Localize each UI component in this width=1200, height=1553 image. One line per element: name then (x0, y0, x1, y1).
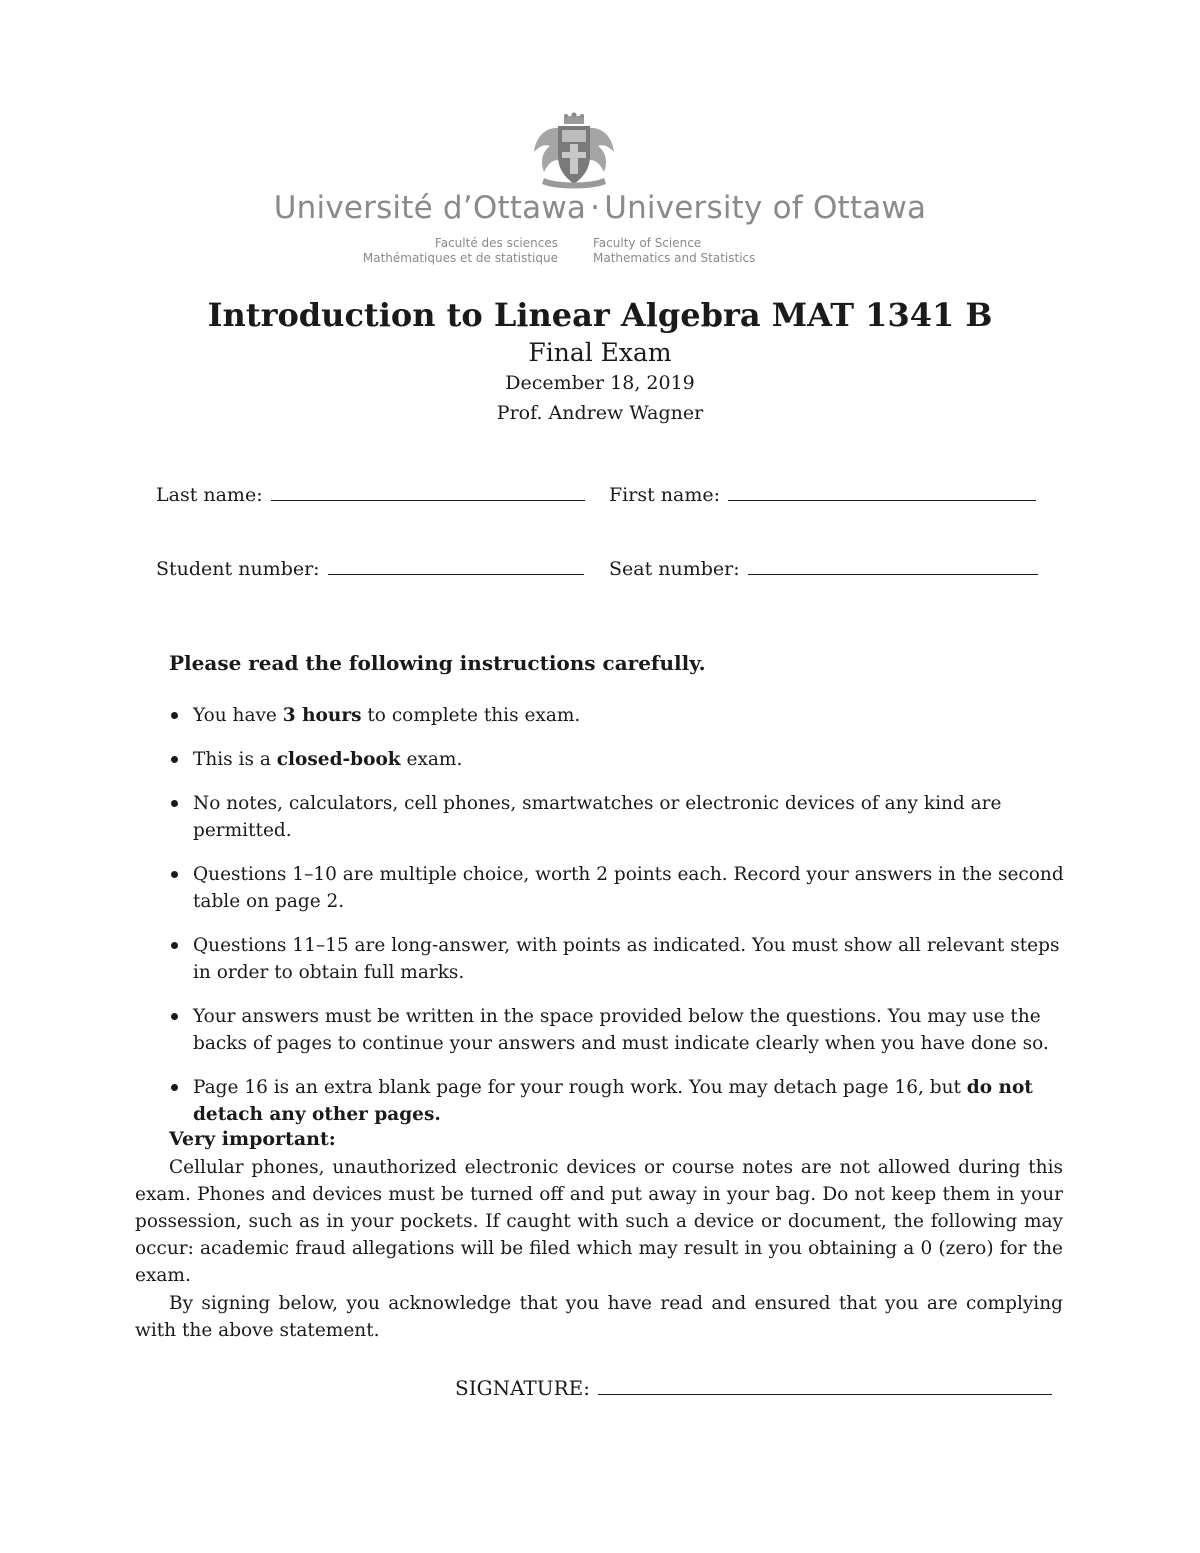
seat-number-blank[interactable] (748, 574, 1038, 575)
list-item (169, 1003, 1069, 1057)
list-item (169, 861, 1069, 915)
university-name-fr: Université d’Ottawa (273, 190, 587, 226)
item-text: Questions 1–10 are multiple choice, worth 2 points each. Record your answers in the second table on page 2. (193, 864, 1064, 912)
exam-professor: Prof. Andrew Wagner (496, 402, 704, 424)
exam-subtitle: Final Exam (528, 338, 672, 367)
signature-label: SIGNATURE: (455, 1376, 591, 1400)
faculty-en-line1: Faculty of Science (593, 236, 702, 250)
university-name (0, 190, 1200, 226)
student-number-blank[interactable] (328, 574, 584, 575)
important-heading: Very important: (169, 1128, 336, 1150)
item-bold-text: do not detach any other pages. (193, 1077, 1033, 1125)
instructions-list (169, 702, 1069, 1145)
first-name-blank[interactable] (728, 500, 1036, 501)
exam-title: Introduction to Linear Algebra MAT 1341 B (207, 296, 993, 334)
important-paragraph: Cellular phones, unauthorized electronic devices or course notes are not allowed during this exam. Phones and devices must be turned off and put away in your bag. Do not keep them in your possession, such as in your pockets. If caught with such a device or document, the following may occur: academic fraud allegations will be filed which may result in you obtaining a 0 (zero) for the exam. (135, 1157, 1063, 1286)
list-item (169, 790, 1069, 844)
last-name-blank[interactable] (271, 500, 585, 501)
faculty-fr-line1: Faculté des sciences (434, 236, 558, 250)
item-text: You have (193, 705, 283, 726)
student-number-label: Student number: (156, 558, 320, 580)
name-separator: · (590, 190, 601, 226)
faculty-en-line2: Mathematics and Statistics (593, 251, 756, 265)
item-text: Questions 11–15 are long-answer, with points as indicated. You must show all relevant steps in order to obtain full marks. (193, 935, 1060, 983)
student-number-field (156, 558, 584, 580)
last-name-field (156, 484, 585, 506)
signature-field (455, 1376, 1052, 1400)
university-name-en: University of Ottawa (604, 190, 927, 226)
seat-number-field (609, 558, 1038, 580)
last-name-label: Last name: (156, 484, 263, 506)
item-text: exam. (400, 749, 463, 770)
signature-blank[interactable] (598, 1394, 1052, 1395)
item-text: No notes, calculators, cell phones, smartwatches or electronic devices of any kind are permitted. (193, 793, 1002, 841)
faculty-fr-line2: Mathématiques et de statistique (362, 251, 558, 265)
list-item (169, 702, 1069, 729)
exam-date: December 18, 2019 (505, 372, 695, 394)
item-text: to complete this exam. (361, 705, 581, 726)
item-text: Page 16 is an extra blank page for your rough work. You may detach page 16, but (193, 1077, 967, 1098)
instructions-heading: Please read the following instructions carefully. (169, 651, 706, 675)
list-item (169, 1074, 1069, 1128)
item-text: Your answers must be written in the space provided below the questions. You may use the backs of pages to continue your answers and must indicate clearly when you have done so. (193, 1006, 1049, 1054)
item-text: This is a (193, 749, 277, 770)
list-item (169, 932, 1069, 986)
faculty-fr (300, 236, 558, 266)
list-item (169, 746, 1069, 773)
first-name-label: First name: (609, 484, 720, 506)
university-crest-icon (526, 112, 622, 192)
faculty-en (593, 236, 853, 266)
item-bold-text: 3 hours (282, 705, 362, 726)
item-bold-text: closed-book (276, 749, 401, 770)
first-name-field (609, 484, 1036, 506)
seat-number-label: Seat number: (609, 558, 740, 580)
acknowledgement-paragraph: By signing below, you acknowledge that you have read and ensured that you are complying with the above statement. (135, 1293, 1063, 1341)
